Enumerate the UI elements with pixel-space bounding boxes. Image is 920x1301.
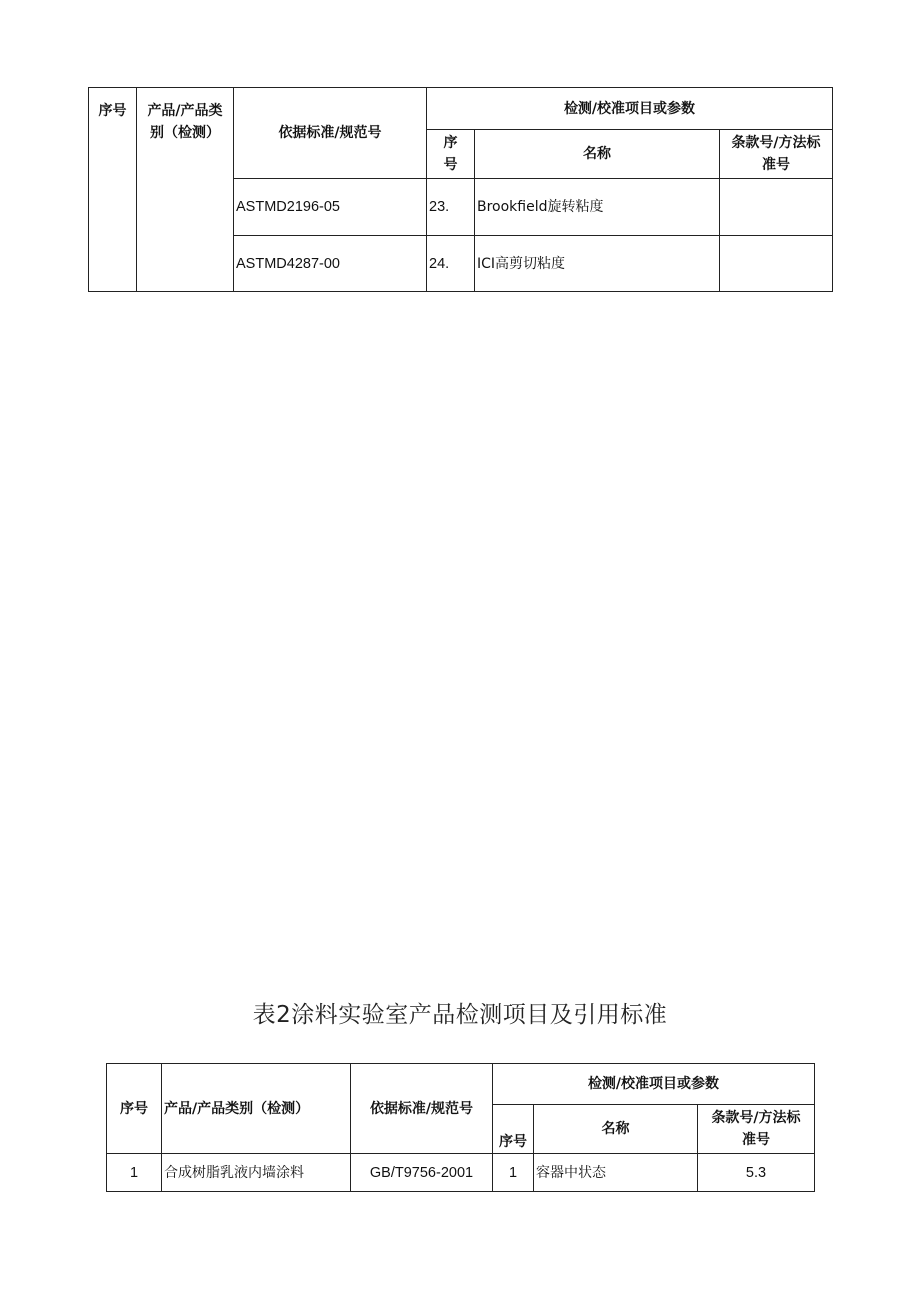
row-item-name: Brookfield旋转粘度 bbox=[475, 179, 720, 236]
header-seq: 序号 bbox=[107, 1064, 162, 1154]
header-seq: 序号 bbox=[89, 88, 137, 292]
row-clause: 5.3 bbox=[698, 1154, 815, 1192]
header-item-seq-line1: 序 bbox=[443, 135, 458, 151]
header-standard: 依据标准/规范号 bbox=[234, 88, 427, 179]
header-clause bbox=[720, 130, 833, 179]
header-product: 产品/产品类别（检测） bbox=[162, 1064, 351, 1154]
header-product bbox=[137, 88, 234, 292]
row-item-seq: 24. bbox=[427, 236, 475, 292]
header-item-seq bbox=[427, 130, 475, 179]
header-item-name: 名称 bbox=[475, 130, 720, 179]
standards-table-1 bbox=[88, 87, 833, 292]
standards-table-2 bbox=[106, 1063, 815, 1192]
row-clause bbox=[720, 179, 833, 236]
header-clause-line1: 条款号/方法标 bbox=[711, 1110, 801, 1126]
row-standard: ASTMD4287-00 bbox=[234, 236, 427, 292]
row-item-seq: 23. bbox=[427, 179, 475, 236]
row-clause bbox=[720, 236, 833, 292]
header-product-line1: 产品/产品类 bbox=[147, 103, 223, 119]
header-clause-line1: 条款号/方法标 bbox=[731, 135, 821, 151]
table-2-caption: 表2涂料实验室产品检测项目及引用标准 bbox=[252, 1002, 668, 1028]
header-items-group: 检测/校准项目或参数 bbox=[493, 1064, 815, 1105]
header-item-name: 名称 bbox=[534, 1105, 698, 1154]
row-standard: ASTMD2196-05 bbox=[234, 179, 427, 236]
table-row bbox=[107, 1154, 815, 1192]
row-item-name: 容器中状态 bbox=[534, 1154, 698, 1192]
row-standard: GB/T9756-2001 bbox=[351, 1154, 493, 1192]
header-clause-line2: 准号 bbox=[762, 157, 790, 173]
row-seq: 1 bbox=[107, 1154, 162, 1192]
header-item-seq: 序号 bbox=[493, 1105, 534, 1154]
row-product: 合成树脂乳液内墙涂料 bbox=[162, 1154, 351, 1192]
header-clause bbox=[698, 1105, 815, 1154]
row-item-name: ICI高剪切粘度 bbox=[475, 236, 720, 292]
header-product-line2: 别（检测） bbox=[150, 125, 220, 141]
row-item-seq: 1 bbox=[493, 1154, 534, 1192]
header-standard: 依据标准/规范号 bbox=[351, 1064, 493, 1154]
header-item-seq-line2: 号 bbox=[443, 157, 458, 173]
header-items-group: 检测/校准项目或参数 bbox=[427, 88, 833, 130]
header-clause-line2: 准号 bbox=[742, 1132, 770, 1148]
